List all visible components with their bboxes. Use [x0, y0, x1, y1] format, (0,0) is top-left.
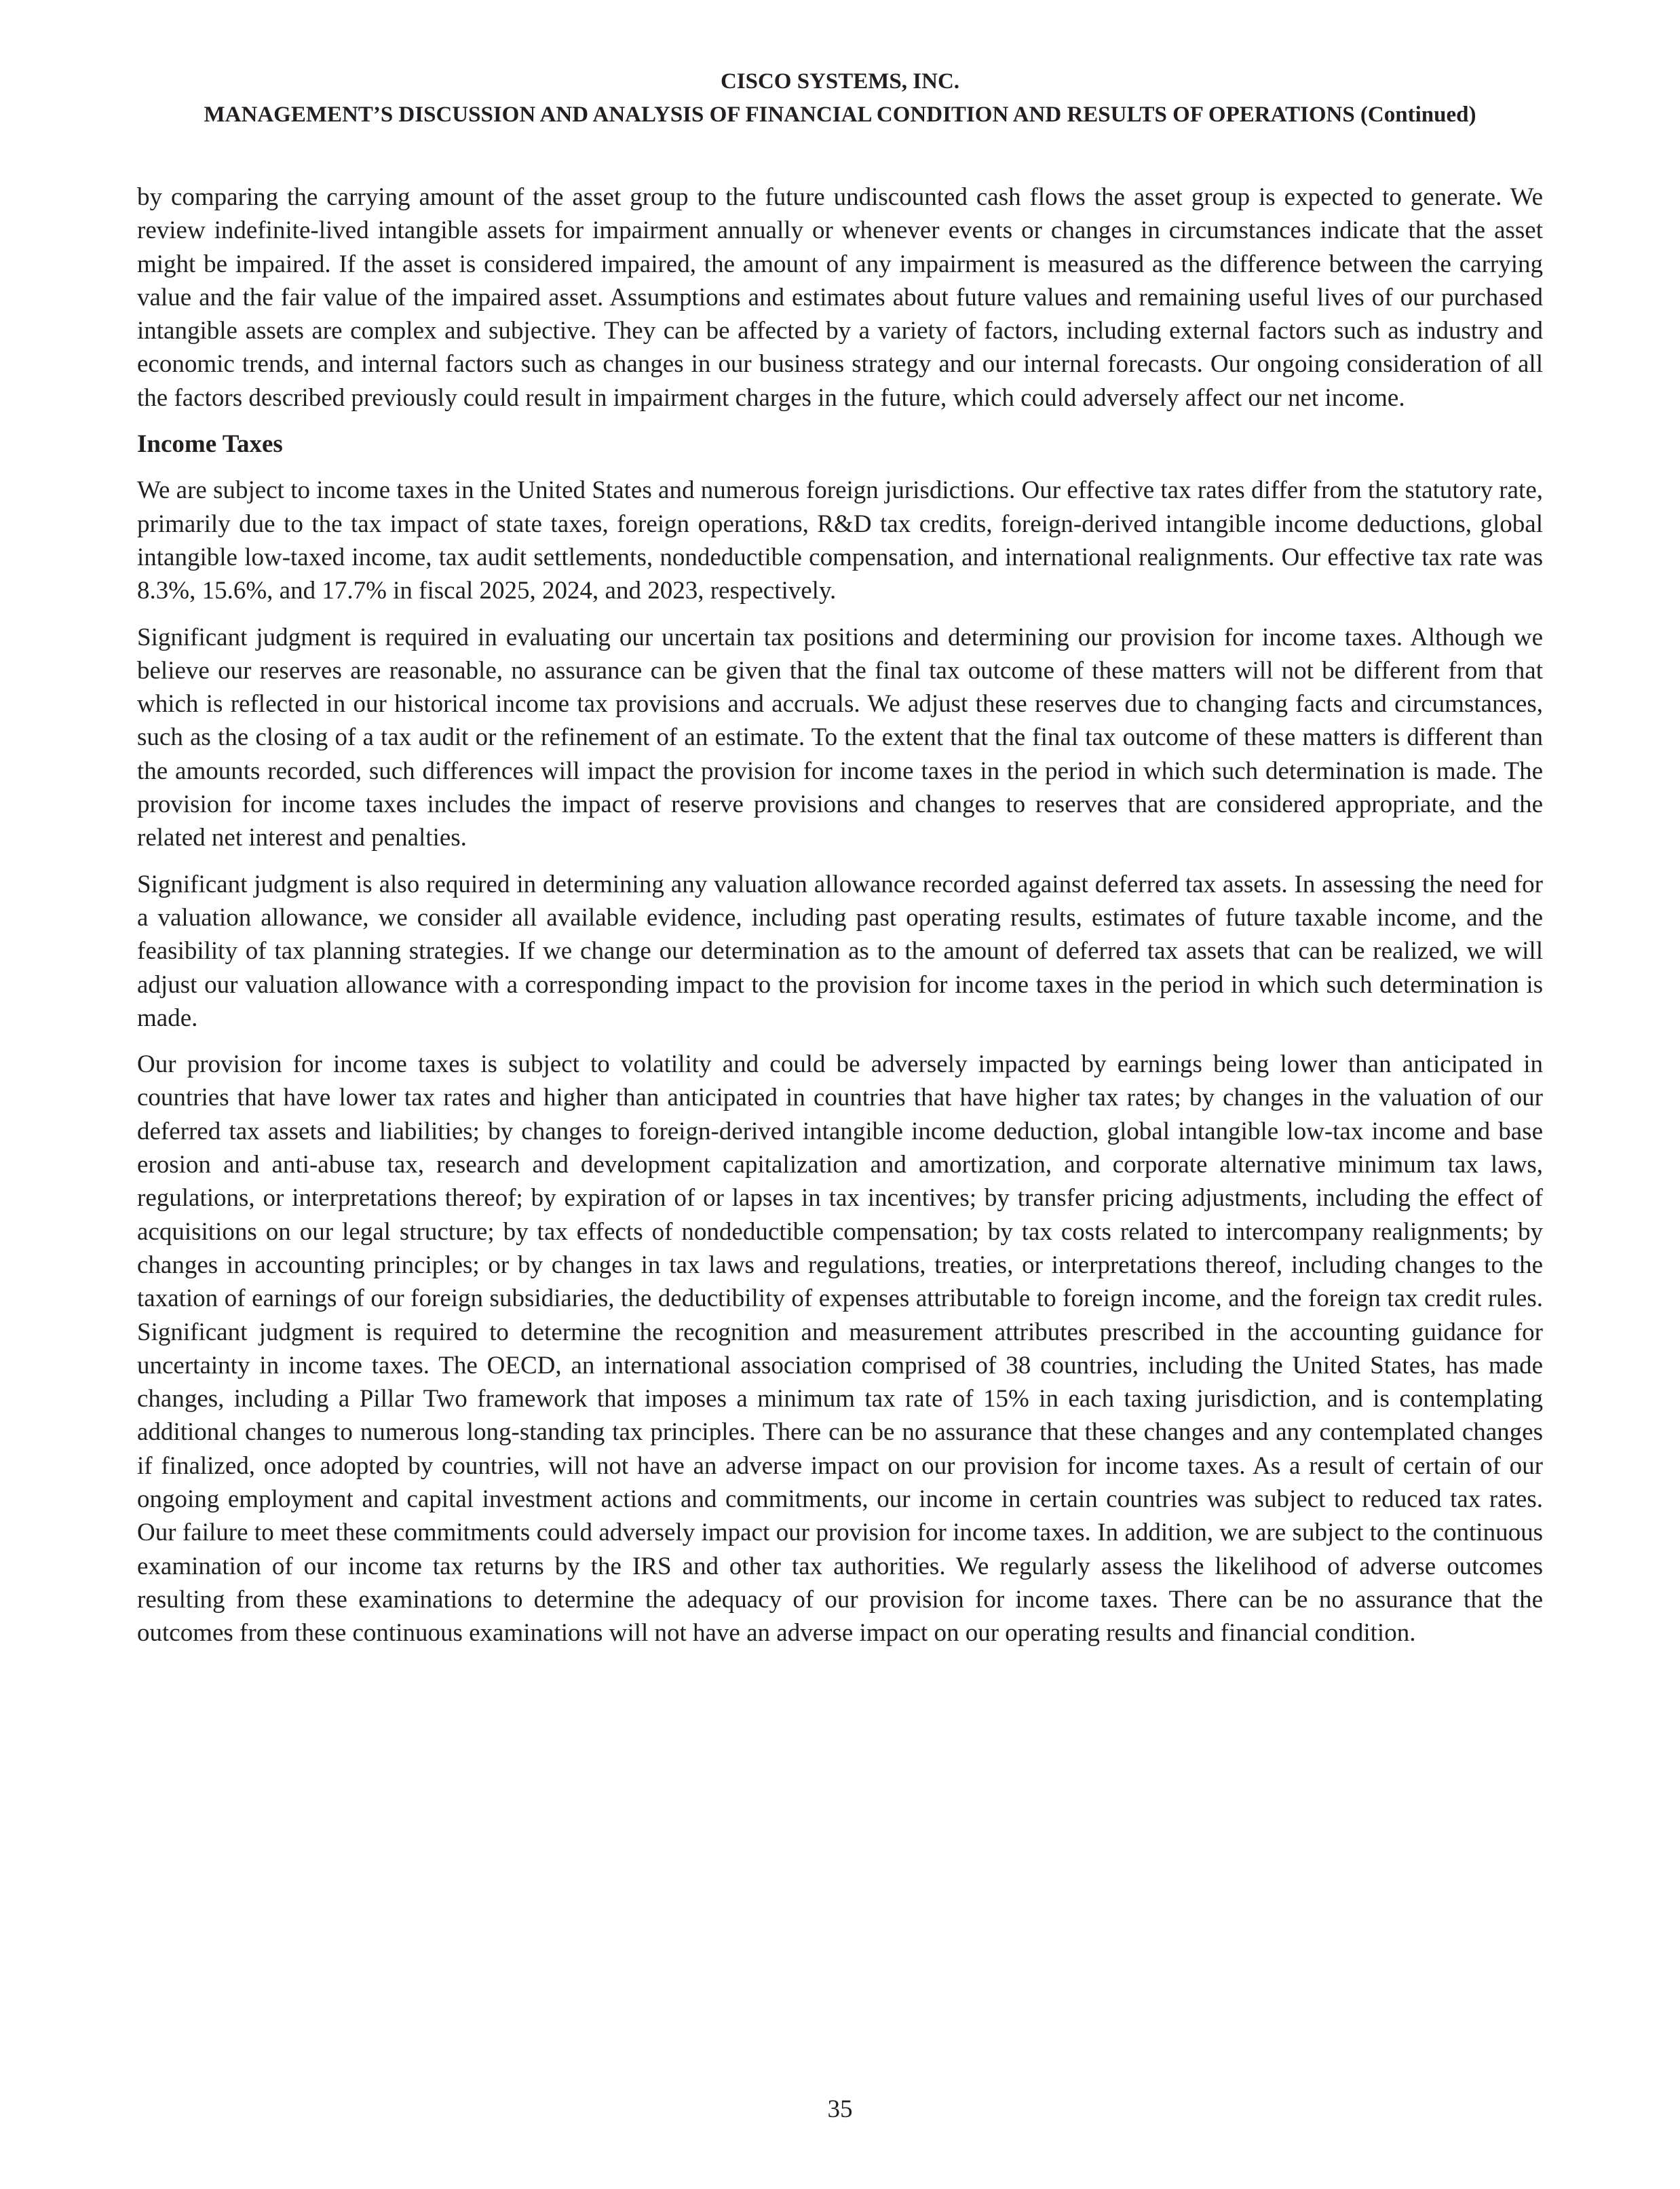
section-title: MANAGEMENT’S DISCUSSION AND ANALYSIS OF FINANCIAL CONDITION AND RESULTS OF OPERATIONS (Continued): [204, 102, 1476, 127]
document-body: [137, 180, 1543, 1662]
paragraph-provision-volatility: Our provision for income taxes is subject to volatility and could be adversely impacted by earnings being lower than anticipated in countries that have lower tax rates and higher than anticipated in countries that have higher tax rates; by changes in the valuation of our deferred tax assets and liabilities; by changes to foreign-derived intangible income deduction, global intangible low-tax income and base erosion and anti-abuse tax, research and development capitalization and amortization, and corporate alternative minimum tax laws, regulations, or interpretations thereof; by expiration of or lapses in tax incentives; by transfer pricing adjustments, including the effect of acquisitions on our legal structure; by tax effects of nondeductible compensation; by tax costs related to intercompany realignments; by changes in accounting principles; or by changes in tax laws and regulations, treaties, or interpretations thereof, including changes to the taxation of earnings of our foreign subsidiaries, the deductibility of expenses attributable to foreign income, and the foreign tax credit rules. Significant judgment is required to determine the recognition and measurement attributes prescribed in the accounting guidance for uncertainty in income taxes. The OECD, an international association comprised of 38 countries, including the United States, has made changes, including a Pillar Two framework that imposes a minimum tax rate of 15% in each taxing jurisdiction, and is contemplating additional changes to numerous long-standing tax principles. There can be no assurance that these changes and any contemplated changes if finalized, once adopted by countries, will not have an adverse impact on our provision for income taxes. As a result of certain of our ongoing employment and capital investment actions and commitments, our income in certain countries was subject to reduced tax rates. Our failure to meet these commitments could adversely impact our provision for income taxes. In addition, we are subject to the continuous examination of our income tax returns by the IRS and other tax authorities. We regularly assess the likelihood of adverse outcomes resulting from these examinations to determine the adequacy of our provision for income taxes. There can be no assurance that the outcomes from these continuous examinations will not have an adverse impact on our operating results and financial condition.: [137, 1050, 1543, 1648]
income-taxes-heading: Income Taxes: [137, 430, 283, 459]
paragraph-effective-tax-rate: We are subject to income taxes in the United States and numerous foreign jurisdictions. Our effective tax rates differ from the statutory rate, primarily due to the tax impact of state taxes, foreign operations, R&D tax credits, foreign-derived intangible income deductions, global intangible low-taxed income, tax audit settlements, nondeductible compensation, and international realignments. Our effective tax rate was 8.3%, 15.6%, and 17.7% in fiscal 2025, 2024, and 2023, respectively.: [137, 476, 1543, 605]
paragraph-valuation-allowance: Significant judgment is also required in determining any valuation allowance recorded against deferred tax assets. In assessing the need for a valuation allowance, we consider all available evidence, including past operating results, estimates of future taxable income, and the feasibility of tax planning strategies. If we change our determination as to the amount of deferred tax assets that can be realized, we will adjust our valuation allowance with a corresponding impact to the provision for income taxes in the period in which such determination is made.: [137, 870, 1543, 1032]
intro-paragraph: by comparing the carrying amount of the asset group to the future undiscounted cash flows the asset group is expected to generate. We review indefinite-lived intangible assets for impairment annually or whenever events or changes in circumstances indicate that the asset might be impaired. If the asset is considered impaired, the amount of any impairment is measured as the difference between the carrying value and the fair value of the impaired asset. Assumptions and estimates about future values and remaining useful lives of our purchased intangible assets are complex and subjective. They can be affected by a variety of factors, including external factors such as industry and economic trends, and internal factors such as changes in our business strategy and our internal forecasts. Our ongoing consideration of all the factors described previously could result in impairment charges in the future, which could adversely affect our net income.: [137, 183, 1543, 412]
page-number: 35: [827, 2095, 853, 2123]
page-header: [0, 65, 1680, 132]
paragraph-uncertain-tax-positions: Significant judgment is required in evaluating our uncertain tax positions and determining our provision for income taxes. Although we believe our reserves are reasonable, no assurance can be given that the final tax outcome of these matters will not be different from that which is reflected in our historical income tax provisions and accruals. We adjust these reserves due to changing facts and circumstances, such as the closing of a tax audit or the refinement of an estimate. To the extent that the final tax outcome of these matters is different than the amounts recorded, such differences will impact the provision for income taxes in the period in which such determination is made. The provision for income taxes includes the impact of reserve provisions and changes to reserves that are considered appropriate, and the related net interest and penalties.: [137, 623, 1543, 852]
company-name: CISCO SYSTEMS, INC.: [720, 69, 960, 94]
